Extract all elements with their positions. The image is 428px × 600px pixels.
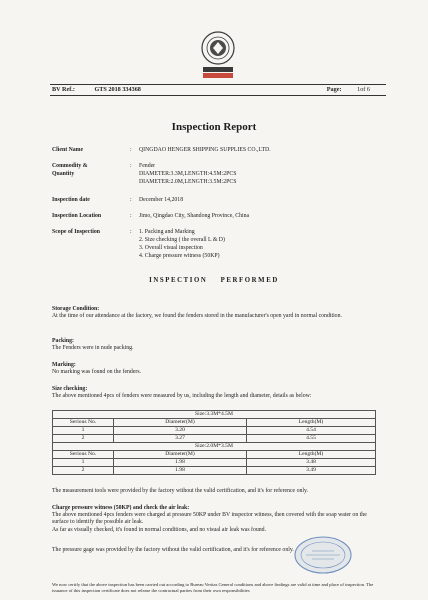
info-colon: : [130, 197, 132, 203]
company-stamp-icon [292, 534, 354, 576]
info-line: 3. Overall visual inspection [139, 245, 203, 251]
gage-note: The pressure gage was provided by the factory without the valid certification, and it's for reference only. [52, 547, 294, 553]
certification-footer: We now certify that the above inspection has been carried out according to Bureau Veritas General conditions and above findings are valid at time and place of inspection. The issuance of this inspection certificate does not release the contractual parties from their own responsibilities [52, 582, 374, 593]
marking-heading: Marking: [52, 362, 76, 368]
info-line: Jimo, Qingdao City, Shandong Province, China [139, 213, 250, 219]
table-header-row [53, 451, 376, 459]
charge-heading: Charge pressure witness (50KP) and check the air leak: [52, 505, 190, 511]
table-cell: 4.55 [247, 435, 376, 443]
info-value [139, 196, 389, 204]
info-label: Scope of Inspection [52, 229, 100, 235]
size-heading: Size checking: [52, 386, 88, 392]
table-header-cell: Serious No. [53, 451, 114, 459]
marking-text: No marking was found on the fenders. [52, 369, 142, 376]
table-row [53, 459, 376, 467]
table-cell: 3.48 [247, 459, 376, 467]
info-line: 1. Packing and Marking [139, 229, 195, 235]
info-line: December 14,2018 [139, 197, 184, 203]
info-line: DIAMETER:3.3M,LENGTH:4.5M:2PCS [139, 171, 237, 177]
table-caption-row [53, 411, 376, 419]
info-colon: : [130, 229, 132, 235]
table-cell: 2 [53, 435, 114, 443]
info-line: DIAMETER:2.0M,LENGTH:3.5M:2PCS [139, 179, 237, 185]
storage-text: At the time of our attendance at the factory, we found the fenders stored in the manufacturer's open yard in normal condition. [52, 313, 342, 320]
ref-block [52, 86, 141, 93]
ref-value: GTS 2018 334368 [94, 86, 141, 93]
table-header-cell: Diameter(M) [114, 419, 247, 427]
packing-paragraph [52, 338, 382, 352]
table-row [53, 435, 376, 443]
table-cell: 3.49 [247, 467, 376, 475]
table-cell: 1.98 [114, 467, 247, 475]
table-cell: 1 [53, 427, 114, 435]
table-header-cell: Serious No. [53, 419, 114, 427]
page-value: 1of 6 [357, 86, 370, 93]
info-value [139, 212, 389, 220]
info-value [139, 146, 389, 154]
info-value [139, 162, 389, 186]
info-line: Fender [139, 163, 156, 169]
info-colon: : [130, 147, 132, 153]
size-table-1 [52, 410, 376, 475]
page-label: Page: [326, 86, 342, 93]
table-cell: 3.20 [114, 427, 247, 435]
table-caption-row [53, 443, 376, 451]
packing-heading: Packing: [52, 338, 74, 344]
page-block [327, 86, 370, 93]
info-line: 2. Size checking ( the overall L & D) [139, 237, 225, 243]
info-line: 4. Charge pressure witness (50KP) [139, 253, 220, 259]
header-top-rule [50, 84, 386, 85]
info-label: Inspection Location [52, 213, 102, 219]
info-label: Client Name [52, 147, 84, 153]
info-colon: : [130, 163, 132, 169]
storage-heading: Storage Condition: [52, 306, 100, 312]
header-bottom-rule [50, 95, 386, 96]
info-label [52, 162, 122, 178]
bureau-veritas-seal-icon [196, 30, 240, 84]
info-line: QINGDAO HENGER SHIPPING SUPPLIES CO.,LTD. [139, 147, 271, 153]
marking-paragraph [52, 362, 382, 376]
table-header-row [53, 419, 376, 427]
table-row [53, 427, 376, 435]
table-header-cell: Length(M) [247, 419, 376, 427]
storage-paragraph [52, 306, 382, 320]
ref-label: BV Ref.: [52, 86, 75, 93]
charge-text-2: As far as visually checked, it's found in normal conditions, and no visual air leak was found. [52, 526, 267, 533]
info-label-text: Commodity & Quantity [52, 163, 88, 177]
page-title: Inspection Report [171, 121, 257, 133]
section-title: INSPECTION PERFORMED [149, 277, 279, 284]
tools-note: The measurement tools were provided by the factory without the valid certification, and it's for reference only. [52, 488, 308, 494]
charge-text-1: The above mentioned 4pcs fenders were charged at pressure 50KP under BV inspector witness, then covered with the soap water on the surface to identify the possible air leak. [52, 512, 367, 526]
size-paragraph [52, 386, 382, 400]
info-label: Inspection date [52, 197, 90, 203]
table-cell: 1 [53, 459, 114, 467]
table-caption: Size:3.3M*4.5M [53, 411, 376, 419]
table-row [53, 467, 376, 475]
size-text: The above mentioned 4pcs of fenders were measured by us, including the length and diameter, details as below: [52, 393, 312, 400]
table-cell: 1.98 [114, 459, 247, 467]
table-cell: 3.27 [114, 435, 247, 443]
table-header-cell: Length(M) [247, 451, 376, 459]
table-cell: 2 [53, 467, 114, 475]
table-header-cell: Diameter(M) [114, 451, 247, 459]
info-value [139, 228, 389, 260]
charge-paragraph [52, 505, 382, 534]
packing-text: The Fenders were in nude packing. [52, 345, 134, 352]
table-caption: Size:2.0M*3.5M [53, 443, 376, 451]
table-cell: 4.54 [247, 427, 376, 435]
info-colon: : [130, 213, 132, 219]
